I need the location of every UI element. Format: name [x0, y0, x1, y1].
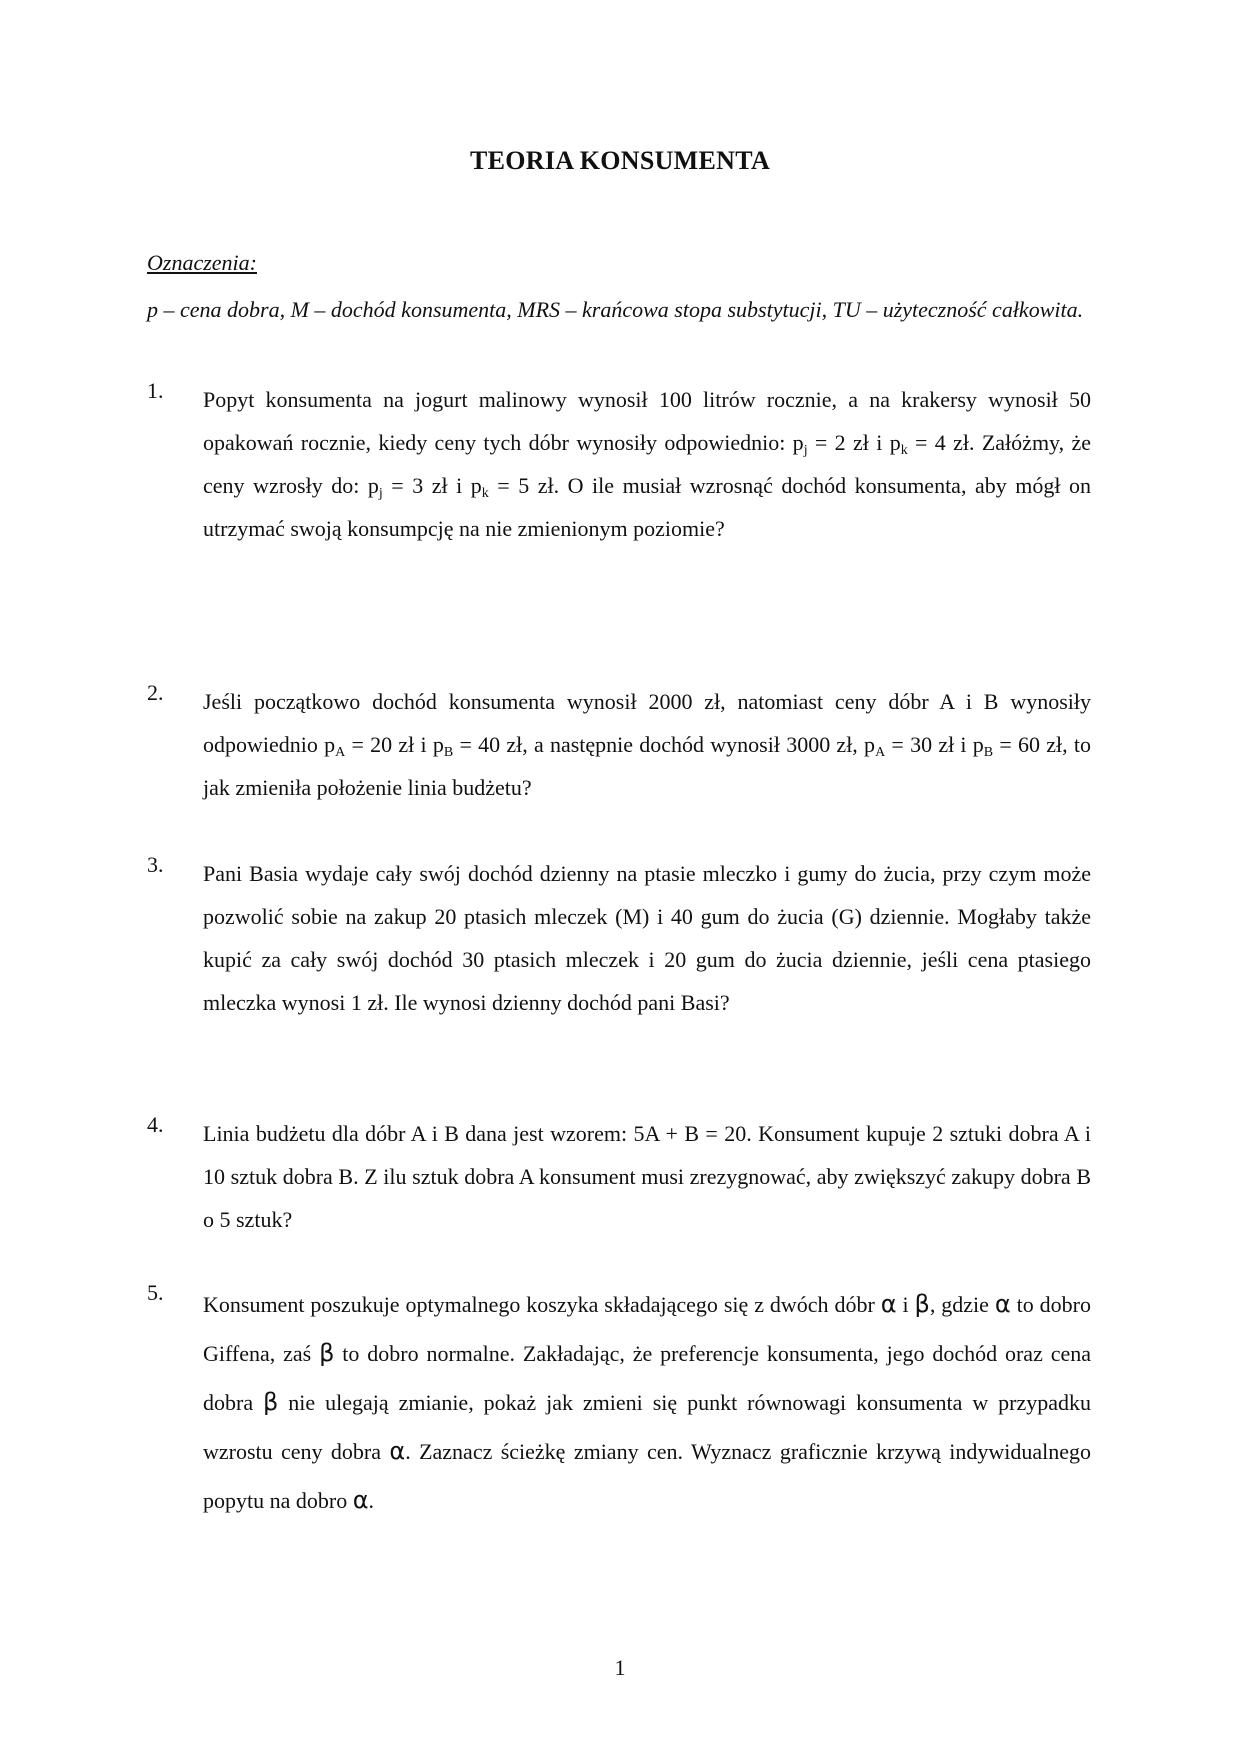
- problem-text: Konsument poszukuje optymalnego koszyka składającego się z dwóch dóbr α i β, gdzie α to dobro Giffena, zaś β to dobro normalne. Zakładając, że preferencje konsumenta, jego dochód oraz cena dobra β nie ulegają zmianie, pokaż jak zmieni się punkt równowagi konsumenta w przypadku wzrostu ceny dobra α. Zaznacz ścieżkę zmiany cen. Wyznacz graficznie krzywą indywidualnego popytu na dobro α.: [203, 1290, 1091, 1514]
- problem-number: 5.: [147, 1280, 164, 1305]
- problem-number: 1.: [147, 378, 164, 403]
- problem-text: Popyt konsumenta na jogurt malinowy wynosił 100 litrów rocznie, a na krakersy wynosił 50 opakowań rocznie, kiedy ceny tych dóbr wynosiły odpowiednio: $p_j = 2$ zł i $p_k = 4$ zł. Załóżmy, że ceny wzrosły do: $p_j = 3$ zł i $p_k = 5$ zł. O ile musiał wzrosnąć dochód konsumenta, aby mógł on utrzymać swoją konsumpcję na nie zmienionym poziomie?: [203, 387, 1092, 541]
- page-number: 1: [614, 1655, 626, 1680]
- problem-text: Jeśli początkowo dochód konsumenta wynosił 2000 zł, natomiast ceny dóbr A i B wynosiły odpowiednio $p_A = 20$ zł i $p_B = 40$ zł, a następnie dochód wynosił 3000 zł, $p_A = 30$ zł i $p_B = 60$ zł, to jak zmieniła położenie linia budżetu?: [203, 689, 1091, 800]
- problem-number: 3.: [147, 852, 164, 877]
- problem-number: 4.: [147, 1112, 164, 1137]
- notation-heading: Oznaczenia:: [147, 250, 257, 275]
- notation-text: p – cena dobra, M – dochód konsumenta, MRS – krańcowa stopa substytucji, TU – użyteczność całkowita.: [147, 297, 1084, 322]
- problem-text: Pani Basia wydaje cały swój dochód dzienny na ptasie mleczko i gumy do żucia, przy czym może pozwolić sobie na zakup 20 ptasich mleczek (M) i 40 gum do żucia (G) dziennie. Mogłaby także kupić za cały swój dochód 30 ptasich mleczek i 20 gum do żucia dziennie, jeśli cena ptasiego mleczka wynosi 1 zł. Ile wynosi dzienny dochód pani Basi?: [203, 861, 1091, 1015]
- problem-number: 2.: [147, 680, 164, 705]
- problem-text: Linia budżetu dla dóbr A i B dana jest wzorem: 5A + B = 20. Konsument kupuje 2 sztuki dobra A i 10 sztuk dobra B. Z ilu sztuk dobra A konsument musi zrezygnować, aby zwiększyć zakupy dobra B o 5 sztuk?: [203, 1121, 1091, 1232]
- document-title: TEORIA KONSUMENTA: [469, 146, 771, 175]
